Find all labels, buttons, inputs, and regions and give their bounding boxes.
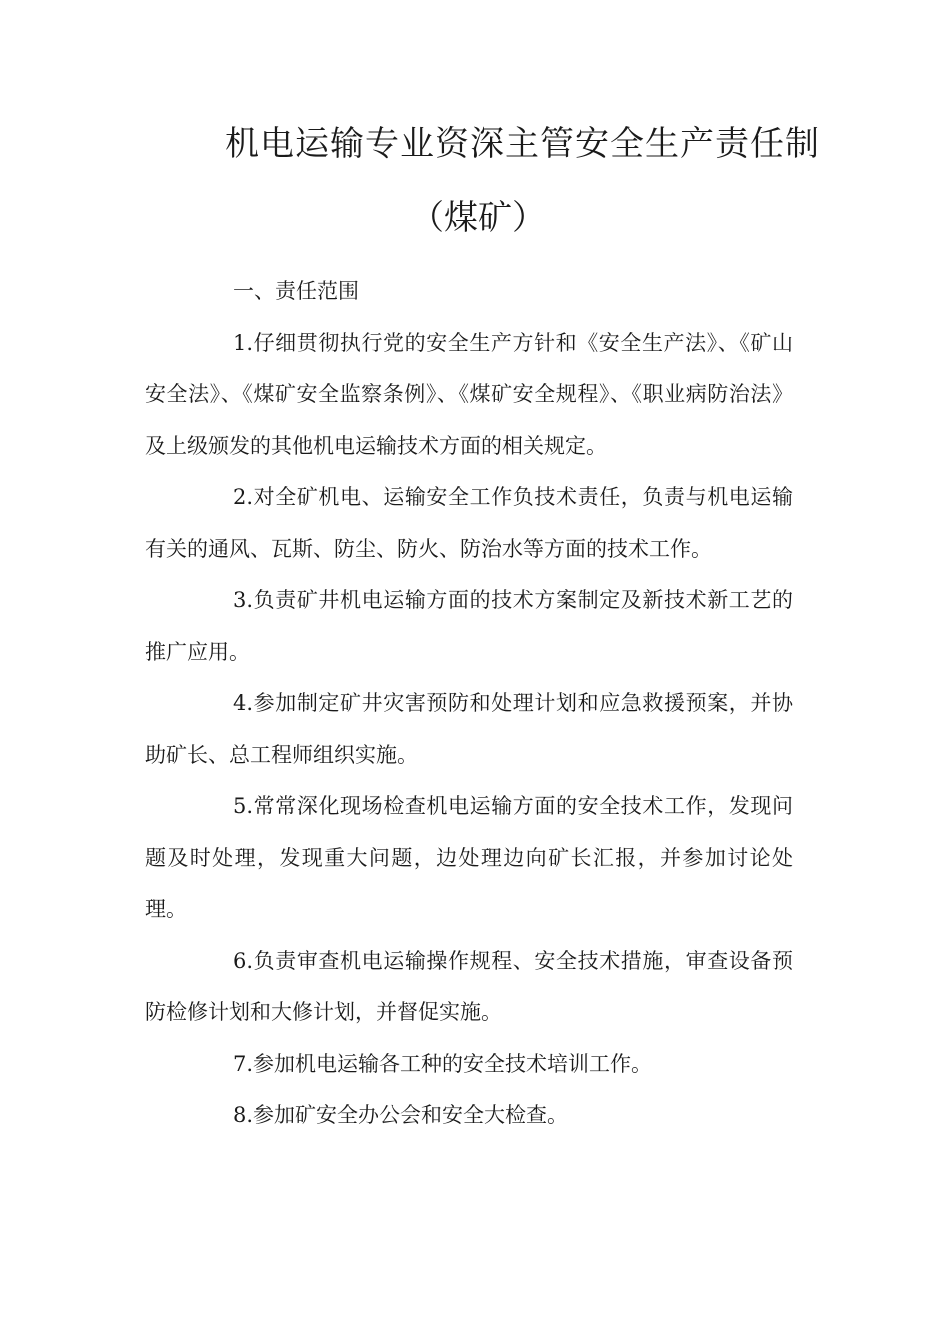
paragraph-item-5: 5.常常深化现场检查机电运输方面的安全技术工作，发现问题及时处理，发现重大问题，边处理边向矿长汇报，并参加讨论处理。 [145,794,793,921]
paragraph-item-2: 2.对全矿机电、运输安全工作负技术责任，负责与机电运输有关的通风、瓦斯、防尘、防火、防治水等方面的技术工作。 [145,485,793,561]
paragraph-item-3: 3.负责矿井机电运输方面的技术方案制定及新技术新工艺的推广应用。 [145,588,793,664]
document-subtitle: （煤矿） [410,198,546,238]
paragraph-item-1: 1.仔细贯彻执行党的安全生产方针和《安全生产法》、《矿山安全法》、《煤矿安全监察条例》、《煤矿安全规程》、《职业病防治法》及上级颁发的其他机电运输技术方面的相关规定。 [145,330,793,458]
document-title: 机电运输专业资深主管安全生产责任制 [225,124,820,164]
paragraph-item-7: 7.参加机电运输各工种的安全技术培训工作。 [233,1051,653,1076]
document-body [145,266,793,1142]
paragraph-item-6: 6.负责审查机电运输操作规程、安全技术措施，审查设备预防检修计划和大修计划，并督促实施。 [145,948,793,1024]
section-heading: 一、责任范围 [233,279,359,303]
paragraph-item-8: 8.参加矿安全办公会和安全大检查。 [233,1103,569,1127]
paragraph-item-4: 4.参加制定矿井灾害预防和处理计划和应急救援预案，并协助矿长、总工程师组织实施。 [145,691,793,767]
